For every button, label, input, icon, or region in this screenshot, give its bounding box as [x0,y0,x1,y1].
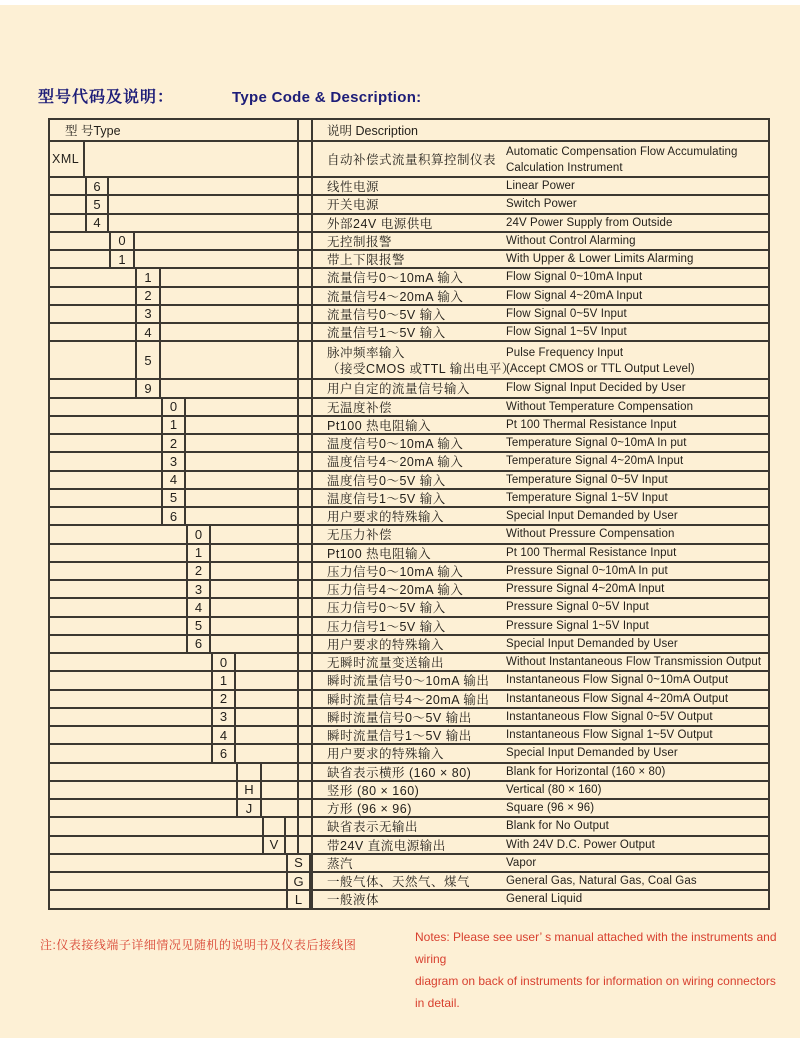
code-cell: V [262,837,286,853]
description-zh: 压力信号4～20mA 输入 [327,583,464,598]
table-row [48,636,770,654]
note-en-line2: diagram on back of instruments for information on wiring connectors in detail. [415,974,776,1010]
description-en: Flow Signal 4~20mA Input [506,289,643,302]
description-zh: 瞬时流量信号0～10mA 输出 [327,674,490,689]
table-row [48,380,770,398]
description-zh: 压力信号1～5V 输入 [327,619,446,634]
code-cell: H [236,782,262,798]
table-row [48,399,770,417]
code-cell: G [286,873,311,889]
code-cell: L [286,891,311,907]
code-cell: 5 [161,490,186,506]
code-cell: 2 [161,435,186,451]
note-zh: 注:仪表接线端子详细情况见随机的说明书及仪表后接线图 [40,938,357,952]
description-en: Automatic Compensation Flow Accumulating [506,146,738,158]
table-row [48,818,770,836]
table-row [48,306,770,324]
description-en: Pressure Signal 4~20mA Input [506,583,665,596]
code-cell: 0 [186,526,211,542]
code-cell: 1 [161,417,186,433]
description-en: Instantaneous Flow Signal 4~20mA Output [506,692,729,705]
description-zh: 流量信号1～5V 输入 [327,326,446,341]
code-cell: 6 [186,636,211,652]
description-zh: 开关电源 [327,198,380,213]
description-zh: 自动补偿式流量积算控制仪表 [327,153,497,167]
table-row [48,727,770,745]
description-zh: 流量信号0～5V 输入 [327,307,446,322]
description-en: Temperature Signal 1~5V Input [506,491,668,504]
description-en: Flow Signal 0~5V Input [506,307,627,320]
description-zh: 瞬时流量信号0～5V 输出 [327,710,472,725]
description-en: Square (96 × 96) [506,802,595,815]
description-zh: 用户要求的特殊输入 [327,747,445,762]
description-zh: Pt100 热电阻输入 [327,418,432,433]
code-cell [236,764,262,780]
description-en: Instantaneous Flow Signal 0~5V Output [506,710,713,723]
description-en: (Accept CMOS or TTL Output Level) [506,363,695,376]
code-cell: 6 [85,178,109,194]
description-zh: 压力信号0～10mA 输入 [327,564,464,579]
description-en: Without Temperature Compensation [506,400,694,413]
page-title-en: Type Code & Description: [232,89,422,106]
description-zh: 蒸汽 [327,856,354,871]
table-row [48,142,770,178]
table-row [48,178,770,196]
description-en: Special Input Demanded by User [506,510,678,523]
description-zh: （接受CMOS 或TTL 输出电平） [327,362,515,377]
code-cell: 4 [211,727,236,743]
table-row [48,745,770,763]
description-zh: 用户要求的特殊输入 [327,637,445,652]
description-en: Vapor [506,856,537,869]
description-zh: 一般气体、天然气、煤气 [327,875,471,890]
table-row [48,545,770,563]
description-en: Flow Signal 0~10mA Input [506,271,643,284]
description-en: Flow Signal Input Decided by User [506,382,686,395]
code-cell: 9 [135,380,161,396]
page-title-zh: 型号代码及说明： [38,89,175,106]
code-cell: 2 [135,288,161,304]
description-en: Without Instantaneous Flow Transmission Output [506,656,762,669]
table-row [48,563,770,581]
description-zh: 温度信号0～10mA 输入 [327,437,464,452]
table-row [48,215,770,233]
code-cell: 0 [211,654,236,670]
description-zh: 用户要求的特殊输入 [327,510,445,525]
table-row [48,526,770,544]
description-zh: 温度信号4～20mA 输入 [327,455,464,470]
description-en: Pt 100 Thermal Resistance Input [506,418,677,431]
description-zh: 无温度补偿 [327,400,393,415]
description-zh: 无压力补偿 [327,528,393,543]
code-cell: 2 [211,691,236,707]
description-zh: 流量信号4～20mA 输入 [327,289,464,304]
description-en: General Gas, Natural Gas, Coal Gas [506,875,697,888]
table-row [48,288,770,306]
description-zh: 外部24V 电源供电 [327,216,433,231]
table-row [48,435,770,453]
description-en: Pt 100 Thermal Resistance Input [506,546,677,559]
description-en: Special Input Demanded by User [506,747,678,760]
description-en: Blank for No Output [506,820,609,833]
description-zh: 无控制报警 [327,234,393,249]
table-row [48,269,770,287]
table-row [48,654,770,672]
code-cell: 6 [161,508,186,524]
table-row [48,891,770,909]
description-en: Blank for Horizontal (160 × 80) [506,765,666,778]
code-cell: 6 [211,745,236,761]
note-en-line1: Notes: Please see user’ s manual attached with the instruments and wiring [415,930,777,966]
table-row [48,618,770,636]
table-row [48,873,770,891]
code-cell: 3 [135,306,161,322]
description-zh: 带24V 直流电源输出 [327,838,446,853]
description-en: Pressure Signal 0~10mA In put [506,564,668,577]
description-en: Without Pressure Compensation [506,528,675,541]
table-row [48,233,770,251]
description-zh: 温度信号0～5V 输入 [327,473,446,488]
code-cell: 4 [186,599,211,615]
description-en: Pressure Signal 0~5V Input [506,601,649,614]
description-zh: 方形 (96 × 96) [327,802,412,817]
code-cell: 1 [135,269,161,285]
table-row [48,855,770,873]
table-row [48,764,770,782]
description-en: Switch Power [506,198,577,211]
scan-top-edge [0,0,800,5]
description-en: Instantaneous Flow Signal 0~10mA Output [506,674,729,687]
page-title [38,84,421,107]
code-cell: 1 [186,545,211,561]
table-row [48,691,770,709]
code-cell: 4 [135,324,161,340]
code-cell: 2 [186,563,211,579]
code-cell: 3 [211,709,236,725]
code-cell: 5 [186,618,211,634]
code-cell: 0 [109,233,135,249]
description-zh: 用户自定的流量信号输入 [327,382,471,397]
table-row [48,599,770,617]
table-row [48,490,770,508]
description-zh: 带上下限报警 [327,253,406,268]
code-cell: 4 [161,472,186,488]
table-row [48,472,770,490]
table-row [48,453,770,471]
description-en: Linear Power [506,180,575,193]
table-row [48,342,770,380]
table-row [48,196,770,214]
code-cell: S [286,855,311,871]
description-en: Temperature Signal 0~5V Input [506,473,668,486]
code-cell: J [236,800,262,816]
description-en: Temperature Signal 0~10mA In put [506,437,687,450]
description-en: Calculation Instrument [506,162,623,174]
description-en: General Liquid [506,893,583,906]
note-en [415,926,787,1014]
description-en: Pressure Signal 1~5V Input [506,619,649,632]
table-left-rule [48,120,50,910]
table-row [48,672,770,690]
table-right-rule [768,120,770,910]
header-description-label: 说明 Description [327,124,418,138]
description-zh: 温度信号1～5V 输入 [327,491,446,506]
description-zh: 脉冲频率输入 [327,346,406,361]
description-en: 24V Power Supply from Outside [506,216,673,229]
description-en: Vertical (80 × 160) [506,783,602,796]
table-row [48,800,770,818]
type-code-table [48,118,770,910]
description-zh: Pt100 热电阻输入 [327,546,432,561]
code-cell: 1 [211,672,236,688]
code-cell: 4 [85,215,109,231]
code-cell: XML [48,142,85,176]
description-zh: 流量信号0～10mA 输入 [327,271,464,286]
table-row [48,782,770,800]
table-row [48,251,770,269]
type-desc-divider [311,120,313,910]
table-row [48,508,770,526]
description-en: With Upper & Lower Limits Alarming [506,253,694,266]
description-en: Flow Signal 1~5V Input [506,326,627,339]
description-en: Special Input Demanded by User [506,637,678,650]
description-zh: 瞬时流量信号4～20mA 输出 [327,692,490,707]
description-en: Temperature Signal 4~20mA Input [506,455,684,468]
description-zh: 瞬时流量信号1～5V 输出 [327,729,472,744]
code-cell [262,818,286,834]
table-row [48,837,770,855]
code-cell: 3 [186,581,211,597]
table-row [48,709,770,727]
description-zh: 线性电源 [327,180,380,195]
description-zh: 竖形 (80 × 160) [327,783,420,798]
code-cell: 1 [109,251,135,267]
description-zh: 压力信号0～5V 输入 [327,601,446,616]
header-type-label: 型 号Type [65,124,121,138]
code-cell: 5 [135,342,161,378]
table-row [48,581,770,599]
code-cell: 5 [85,196,109,212]
table-row [48,324,770,342]
description-zh: 缺省表示无输出 [327,820,419,835]
code-cell: 0 [161,399,186,415]
description-en: Without Control Alarming [506,234,636,247]
type-desc-divider-inner [297,120,299,855]
description-en: Pulse Frequency Input [506,347,624,360]
table-header-row [48,120,770,142]
description-zh: 无瞬时流量变送输出 [327,656,445,671]
description-en: Instantaneous Flow Signal 1~5V Output [506,729,713,742]
table-row [48,417,770,435]
description-en: With 24V D.C. Power Output [506,838,655,851]
code-cell: 3 [161,453,186,469]
description-zh: 缺省表示横形 (160 × 80) [327,765,472,780]
description-zh: 一般液体 [327,893,380,908]
